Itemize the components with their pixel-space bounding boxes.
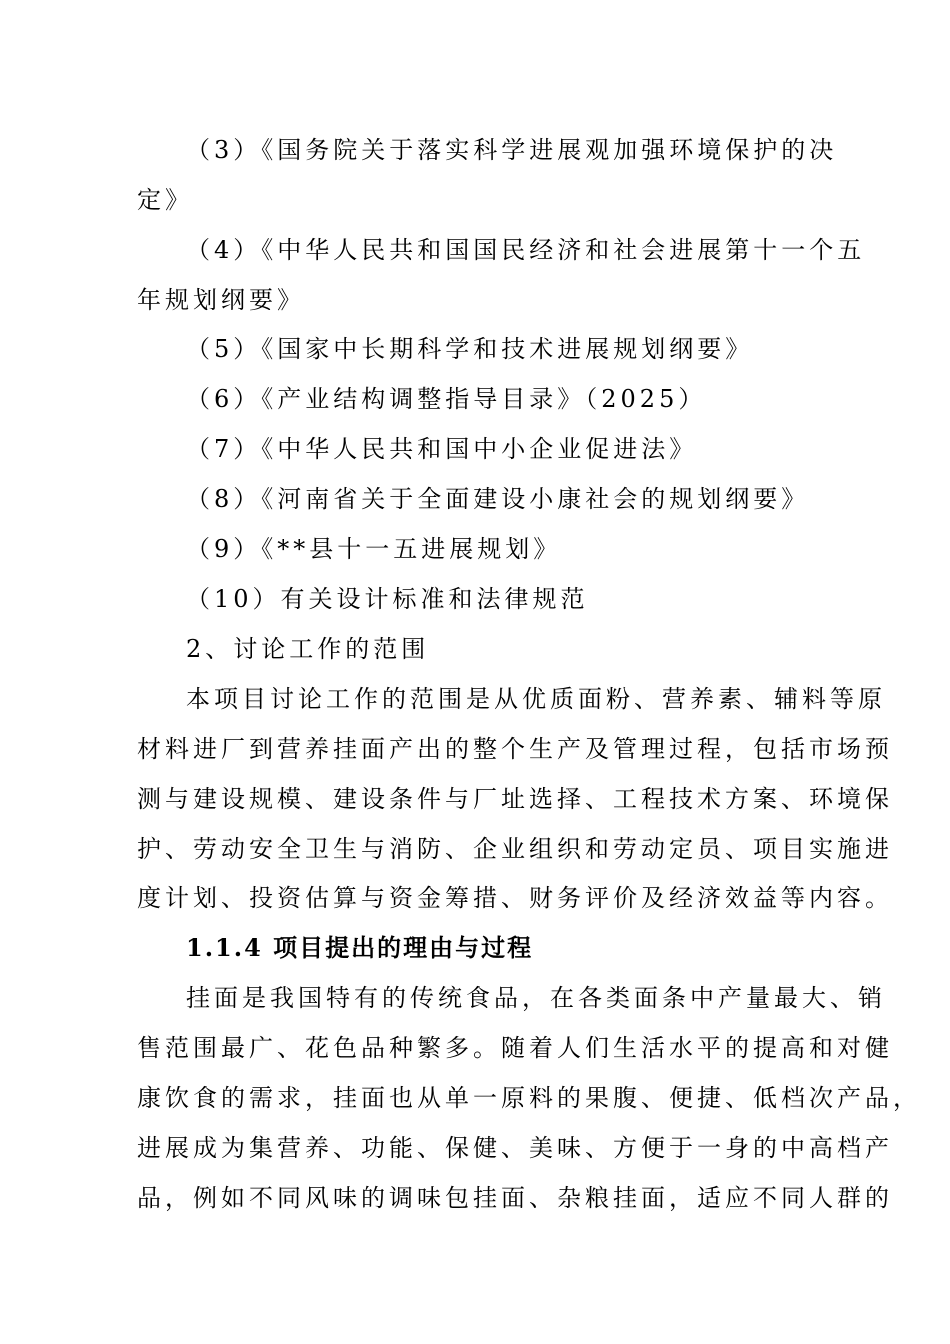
reference-item-4-continuation: 年规划纲要》	[137, 286, 305, 314]
scope-paragraph-line: 度计划、投资估算与资金筹措、财务评价及经济效益等内容。	[137, 884, 893, 912]
scope-paragraph-line: 护、劳动安全卫生与消防、企业组织和劳动定员、项目实施进	[137, 835, 893, 863]
scope-paragraph-line: 本项目讨论工作的范围是从优质面粉、营养素、辅料等原	[186, 685, 886, 713]
section-heading-1-1-4: 1.1.4 项目提出的理由与过程	[186, 933, 534, 962]
reason-paragraph-line: 挂面是我国特有的传统食品，在各类面条中产量最大、销	[186, 984, 886, 1012]
reference-item-4: （4）《中华人民共和国国民经济和社会进展第十一个五	[186, 236, 866, 264]
reference-item-8: （8）《河南省关于全面建设小康社会的规划纲要》	[186, 485, 810, 513]
reference-item-9: （9）《**县十一五进展规划》	[186, 535, 562, 563]
reference-item-3-continuation: 定》	[137, 186, 193, 214]
reason-paragraph-line: 进展成为集营养、功能、保健、美味、方便于一身的中高档产	[137, 1134, 893, 1162]
reason-paragraph-line: 品，例如不同风味的调味包挂面、杂粮挂面，适应不同人群的	[137, 1184, 893, 1212]
reference-item-6: （6）《产业结构调整指导目录》（2025）	[186, 385, 707, 413]
section-title-research-scope: 2、讨论工作的范围	[186, 635, 430, 663]
reason-paragraph-line: 售范围最广、花色品种繁多。随着人们生活水平的提高和对健	[137, 1034, 893, 1062]
reference-item-3: （3）《国务院关于落实科学进展观加强环境保护的决	[186, 136, 838, 164]
reason-paragraph-line: 康饮食的需求，挂面也从单一原料的果腹、便捷、低档次产品，	[137, 1084, 921, 1112]
scope-paragraph-line: 材料进厂到营养挂面产出的整个生产及管理过程，包括市场预	[137, 735, 893, 763]
reference-item-10: （10）有关设计标准和法律规范	[186, 585, 589, 613]
reference-item-5: （5）《国家中长期科学和技术进展规划纲要》	[186, 335, 754, 363]
reference-item-7: （7）《中华人民共和国中小企业促进法》	[186, 435, 698, 463]
scope-paragraph-line: 测与建设规模、建设条件与厂址选择、工程技术方案、环境保	[137, 785, 893, 813]
